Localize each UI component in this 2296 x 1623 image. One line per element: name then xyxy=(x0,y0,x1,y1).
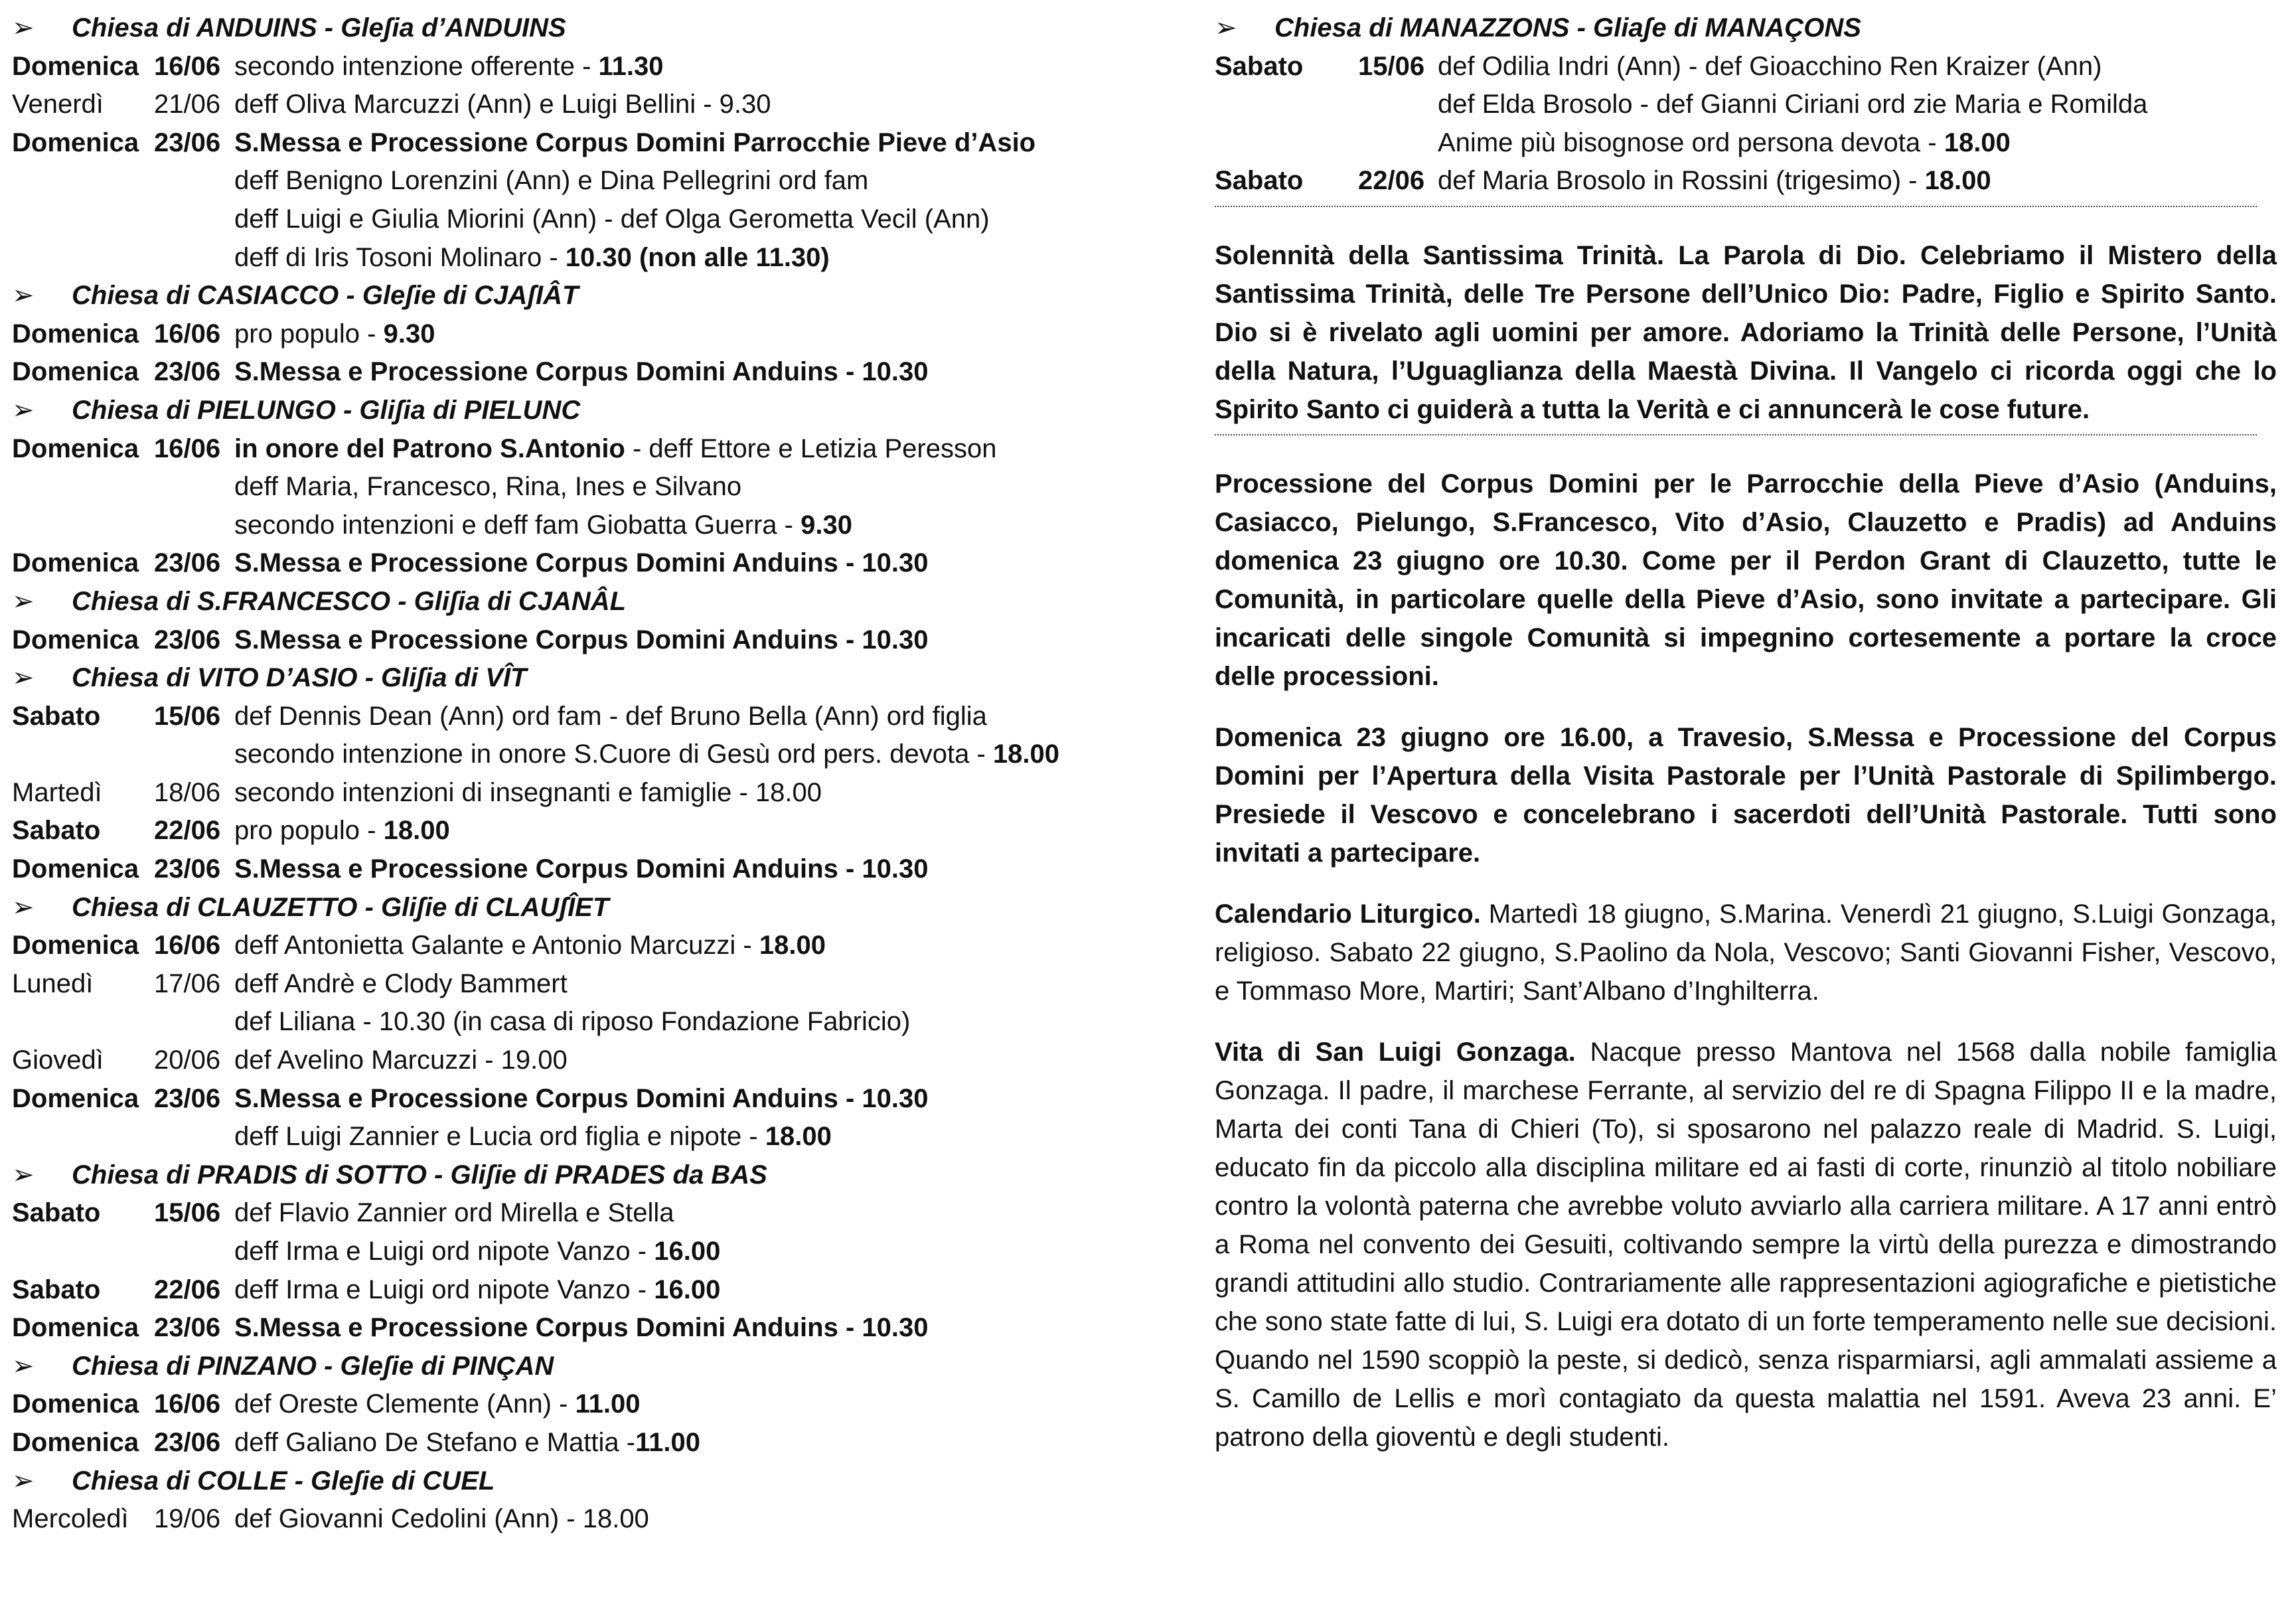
schedule-date: 19/06 xyxy=(154,1504,221,1534)
schedule-day: Domenica xyxy=(12,319,139,348)
schedule-date: 16/06 xyxy=(154,433,221,463)
church-heading xyxy=(1215,9,2277,48)
church-heading xyxy=(12,1348,1140,1386)
schedule-day: Domenica xyxy=(12,931,139,961)
schedule-day: Sabato xyxy=(1215,51,1304,81)
church-section-pradis xyxy=(12,1156,1140,1348)
schedule-description: def Maria Brosolo in Rossini (trigesimo) - xyxy=(1438,166,1925,196)
schedule-row xyxy=(12,850,1140,889)
church-heading xyxy=(12,277,1140,315)
vita-title: Vita di San Luigi Gonzaga. xyxy=(1215,1037,1576,1067)
church-heading-text: Chiesa di S.FRANCESCO - Gliʃia di CJANÂL xyxy=(72,586,627,616)
schedule-description: S.Messa e Processione Corpus Domini Anduins - 10.30 xyxy=(234,548,929,578)
schedule-time: 18.00 xyxy=(383,816,450,846)
schedule-description: Anime più bisognose ord persona devota - xyxy=(1438,127,1944,157)
schedule-text xyxy=(234,544,929,583)
schedule-description: - deff Ettore e Letizia Peresson xyxy=(625,433,997,463)
schedule-row xyxy=(12,1500,1140,1539)
church-section-manazzons xyxy=(1215,9,2277,200)
schedule-row xyxy=(12,1385,1140,1424)
schedule-date: 21/06 xyxy=(154,90,221,119)
schedule-highlight: in onore del Patrono S.Antonio xyxy=(234,433,625,463)
schedule-row xyxy=(12,1042,1140,1080)
schedule-text xyxy=(234,1042,568,1080)
schedule-description: secondo intenzioni di insegnanti e famiglie - 18.00 xyxy=(234,777,822,807)
schedule-day: Domenica xyxy=(12,433,139,463)
schedule-text xyxy=(234,430,996,469)
schedule-date: 16/06 xyxy=(154,1389,221,1419)
church-section-pielungo xyxy=(12,392,1140,583)
schedule-date: 15/06 xyxy=(154,701,221,731)
church-heading-text: Chiesa di PRADIS di SOTTO - Gliʃie di PRADES da BAS xyxy=(72,1160,767,1190)
church-heading xyxy=(12,659,1140,698)
calendario-text: Martedì 18 giugno, S.Marina. Venerdì 21 giugno, S.Luigi Gonzaga, religioso. Sabato 22 giugno, S.Paolino da Nola, Vescovo; Santi Giovanni Fisher, Vescovo, e Tommaso More, Martiri; Sant’Albano d’Inghilterra. xyxy=(1215,899,2277,1006)
schedule-description: secondo intenzione offerente - xyxy=(234,51,599,81)
schedule-date: 20/06 xyxy=(154,1045,221,1075)
schedule-row xyxy=(12,48,1140,86)
arrow-bullet-icon: ➢ xyxy=(12,1351,35,1381)
schedule-time: 18.00 xyxy=(1944,127,2011,157)
schedule-description: S.Messa e Processione Corpus Domini Anduins - 10.30 xyxy=(234,625,929,655)
schedule-day: Sabato xyxy=(12,1198,101,1228)
schedule-day: Domenica xyxy=(12,854,139,884)
vita-paragraph xyxy=(1215,1033,2277,1456)
church-heading xyxy=(12,889,1140,927)
schedule-day: Sabato xyxy=(12,816,101,846)
schedule-row xyxy=(1215,86,2277,124)
schedule-description: def Odilia Indri (Ann) - def Gioacchino Ren Kraizer (Ann) xyxy=(1438,51,2102,81)
schedule-text xyxy=(1438,162,1991,200)
church-section-clauzetto xyxy=(12,889,1140,1156)
schedule-date: 15/06 xyxy=(154,1198,221,1228)
schedule-time: 18.00 xyxy=(992,739,1060,769)
church-heading-text: Chiesa di CASIACCO - Gleʃie di CJAʃIÂT xyxy=(72,281,579,311)
church-heading-text: Chiesa di COLLE - Gleʃie di CUEL xyxy=(72,1466,495,1496)
schedule-description: deff Irma e Luigi ord nipote Vanzo - xyxy=(234,1275,654,1304)
schedule-time: 18.00 xyxy=(1924,166,1991,196)
schedule-date: 23/06 xyxy=(154,357,221,387)
schedule-description: S.Messa e Processione Corpus Domini Anduins - 10.30 xyxy=(234,1083,929,1113)
schedule-text xyxy=(234,468,741,506)
schedule-time: 10.30 (non alle 11.30) xyxy=(565,242,830,272)
schedule-time: 9.30 xyxy=(801,510,852,540)
schedule-row xyxy=(12,927,1140,965)
schedule-text xyxy=(234,353,929,392)
schedule-text xyxy=(234,239,830,277)
schedule-date: 23/06 xyxy=(154,854,221,884)
schedule-text xyxy=(234,162,868,200)
arrow-bullet-icon: ➢ xyxy=(12,1466,35,1496)
church-section-pinzano xyxy=(12,1348,1140,1462)
schedule-row xyxy=(12,621,1140,660)
schedule-text xyxy=(234,1424,700,1462)
travesio-paragraph: Domenica 23 giugno ore 16.00, a Travesio, S.Messa e Processione del Corpus Domini per l’Apertura della Visita Pastorale per l’Unità Pastorale di Spilimbergo. Presiede il Vescovo e concelebrano i sacerdoti dell’Unità Pastorale. Tutti sono invitati a partecipare. xyxy=(1215,722,2277,868)
schedule-day: Domenica xyxy=(12,548,139,578)
schedule-day: Giovedì xyxy=(12,1045,104,1075)
schedule-text xyxy=(1438,86,2147,124)
schedule-time: 16.00 xyxy=(654,1275,721,1304)
schedule-row xyxy=(12,86,1140,124)
schedule-date: 17/06 xyxy=(154,968,221,998)
church-section-sfrancesco xyxy=(12,583,1140,659)
schedule-description: def Avelino Marcuzzi - 19.00 xyxy=(234,1045,568,1075)
schedule-description: secondo intenzione in onore S.Cuore di Gesù ord pers. devota - xyxy=(234,739,993,769)
schedule-date: 22/06 xyxy=(154,1275,221,1304)
schedule-description: deff Galiano De Stefano e Mattia - xyxy=(234,1427,636,1457)
schedule-description: deff Oliva Marcuzzi (Ann) e Luigi Bellini - 9.30 xyxy=(234,90,771,119)
schedule-description: deff di Iris Tosoni Molinaro - xyxy=(234,242,566,272)
separator xyxy=(1215,206,2257,207)
schedule-day: Sabato xyxy=(1215,166,1304,196)
arrow-bullet-icon: ➢ xyxy=(12,395,35,425)
schedule-text xyxy=(1438,48,2102,86)
schedule-date: 22/06 xyxy=(154,816,221,846)
schedule-text xyxy=(234,1080,929,1119)
processione-paragraph: Processione del Corpus Domini per le Parrocchie della Pieve d’Asio (Anduins, Casiacco, Pielungo, S.Francesco, Vito d’Asio, Clauzetto e Pradis) ad Anduins domenica 23 giugno ore 10.30. Come per il Perdon Grant di Clauzetto, tutte le Comunità, in particolare quelle della Pieve d’Asio, sono invitate a partecipare. Gli incaricati delle singole Comunità si impegnino cortesemente a portare la croce delle processioni. xyxy=(1215,469,2277,691)
schedule-text xyxy=(234,698,987,736)
schedule-description: pro populo - xyxy=(234,816,384,846)
church-section-colle xyxy=(12,1462,1140,1539)
schedule-text xyxy=(234,315,435,354)
schedule-day: Martedì xyxy=(12,777,102,807)
church-heading-text: Chiesa di CLAUZETTO - Gliʃie di CLAUʃÎET xyxy=(72,892,609,922)
schedule-description: deff Andrè e Clody Bammert xyxy=(234,968,568,998)
schedule-text xyxy=(234,1500,649,1539)
schedule-text xyxy=(234,1233,720,1271)
schedule-day: Domenica xyxy=(12,625,139,655)
schedule-day: Venerdì xyxy=(12,90,104,119)
schedule-description: def Flavio Zannier ord Mirella e Stella xyxy=(234,1198,674,1228)
schedule-description: deff Benigno Lorenzini (Ann) e Dina Pellegrini ord fam xyxy=(234,166,869,196)
schedule-text xyxy=(234,86,771,124)
schedule-description: def Dennis Dean (Ann) ord fam - def Bruno Bella (Ann) ord figlia xyxy=(234,701,987,731)
schedule-date: 23/06 xyxy=(154,1083,221,1113)
schedule-row xyxy=(12,1309,1140,1348)
church-heading xyxy=(12,392,1140,430)
schedule-text xyxy=(1438,124,2011,163)
schedule-text xyxy=(234,1271,720,1310)
church-heading-text: Chiesa di PIELUNGO - Gliʃia di PIELUNC xyxy=(72,395,581,425)
schedule-day: Domenica xyxy=(12,1389,139,1419)
schedule-date: 23/06 xyxy=(154,625,221,655)
church-heading-text: Chiesa di VITO D’ASIO - Gliʃia di VÎT xyxy=(72,663,527,693)
church-heading xyxy=(12,9,1140,48)
schedule-text xyxy=(234,200,990,239)
schedule-row xyxy=(12,1003,1140,1042)
church-heading-text: Chiesa di ANDUINS - Gleʃia d’ANDUINS xyxy=(72,13,566,42)
schedule-text xyxy=(234,850,929,889)
schedule-day: Domenica xyxy=(12,357,139,387)
schedule-row xyxy=(12,1194,1140,1233)
schedule-description: def Elda Brosolo - def Gianni Ciriani ord zie Maria e Romilda xyxy=(1438,90,2148,119)
schedule-row xyxy=(12,430,1140,469)
separator xyxy=(1215,434,2257,435)
arrow-bullet-icon: ➢ xyxy=(12,1160,35,1190)
calendario-title: Calendario Liturgico. xyxy=(1215,899,1481,929)
schedule-description: S.Messa e Processione Corpus Domini Parrocchie Pieve d’Asio xyxy=(234,127,1036,157)
church-section-anduins xyxy=(12,9,1140,277)
schedule-description: def Oreste Clemente (Ann) - xyxy=(234,1389,575,1419)
arrow-bullet-icon: ➢ xyxy=(12,281,35,311)
schedule-row xyxy=(12,1233,1140,1271)
schedule-date: 23/06 xyxy=(154,127,221,157)
schedule-row xyxy=(12,965,1140,1004)
schedule-row xyxy=(12,315,1140,354)
schedule-time: 11.00 xyxy=(575,1389,641,1419)
schedule-date: 23/06 xyxy=(154,1313,221,1343)
schedule-day: Domenica xyxy=(12,51,139,81)
schedule-text xyxy=(234,927,826,965)
schedule-description: pro populo - xyxy=(234,319,384,348)
schedule-text xyxy=(234,965,568,1004)
schedule-day: Domenica xyxy=(12,1427,139,1457)
schedule-text xyxy=(234,1118,832,1156)
arrow-bullet-icon: ➢ xyxy=(12,13,35,42)
schedule-day: Domenica xyxy=(12,127,139,157)
church-heading xyxy=(12,1462,1140,1501)
schedule-row xyxy=(1215,162,2277,200)
church-heading xyxy=(12,1156,1140,1195)
arrow-bullet-icon: ➢ xyxy=(12,663,35,693)
schedule-text xyxy=(234,621,929,660)
schedule-row xyxy=(12,124,1140,163)
left-column xyxy=(12,9,1140,1539)
schedule-description: deff Antonietta Galante e Antonio Marcuzzi - xyxy=(234,931,759,961)
church-heading-text: Chiesa di PINZANO - Gleʃie di PINÇAN xyxy=(72,1351,554,1381)
schedule-date: 16/06 xyxy=(154,319,221,348)
schedule-row xyxy=(12,468,1140,506)
schedule-description: deff Irma e Luigi ord nipote Vanzo - xyxy=(234,1237,654,1266)
schedule-description: def Liliana - 10.30 (in casa di riposo Fondazione Fabricio) xyxy=(234,1007,911,1037)
schedule-text xyxy=(234,48,663,86)
schedule-text xyxy=(234,812,450,850)
schedule-date: 23/06 xyxy=(154,548,221,578)
schedule-time: 11.00 xyxy=(635,1427,700,1457)
schedule-description: def Giovanni Cedolini (Ann) - 18.00 xyxy=(234,1504,649,1534)
schedule-row xyxy=(12,162,1140,200)
schedule-row xyxy=(1215,124,2277,163)
schedule-row xyxy=(12,1118,1140,1156)
schedule-row xyxy=(12,506,1140,545)
schedule-row xyxy=(12,735,1140,774)
arrow-bullet-icon: ➢ xyxy=(1215,13,1237,42)
schedule-text xyxy=(234,506,852,545)
schedule-row xyxy=(1215,48,2277,86)
schedule-date: 16/06 xyxy=(154,51,221,81)
schedule-day: Sabato xyxy=(12,701,101,731)
schedule-time: 11.30 xyxy=(598,51,664,81)
schedule-time: 9.30 xyxy=(383,319,435,348)
schedule-text xyxy=(234,774,822,812)
schedule-description: deff Luigi Zannier e Lucia ord figlia e nipote - xyxy=(234,1122,765,1152)
right-column xyxy=(1215,9,2277,1456)
calendario-paragraph xyxy=(1215,895,2277,1010)
schedule-row xyxy=(12,239,1140,277)
schedule-day: Lunedì xyxy=(12,968,94,998)
vita-text: Nacque presso Mantova nel 1568 dalla nobile famiglia Gonzaga. Il padre, il marchese Ferrante, al servizio del re di Spagna Filippo II e la madre, Marta dei conti Tana di Chieri (To), si sposarono nel palazzo reale di Madrid. S. Luigi, educato fin da piccolo alla disciplina militare ed ai fasti di corte, rinunziò al titolo nobiliare contro la volontà paterna che avrebbe voluto avviarlo alla carriera militare. A 17 anni entrò a Roma nel convento dei Gesuiti, coltivando sempre la virtù della purezza e dimostrando grandi attitudini allo studio. Contrariamente alle rappresentazioni agiografiche e pietistiche che sono state fatte di lui, S. Luigi era dotato di un forte temperamento nelle sue decisioni. Quando nel 1590 scoppiò la peste, si dedicò, senza risparmiarsi, agli ammalati assieme a S. Camillo de Lellis e morì contagiato da questa malattia nel 1591. Aveva 23 anni. E’ patrono della gioventù e degli studenti. xyxy=(1215,1037,2277,1452)
schedule-date: 15/06 xyxy=(1358,51,1425,81)
schedule-description: S.Messa e Processione Corpus Domini Anduins - 10.30 xyxy=(234,1313,929,1343)
schedule-description: secondo intenzioni e deff fam Giobatta Guerra - xyxy=(234,510,801,540)
schedule-day: Mercoledì xyxy=(12,1504,129,1534)
schedule-text xyxy=(234,1385,640,1424)
schedule-description: deff Maria, Francesco, Rina, Ines e Silvano xyxy=(234,472,742,502)
schedule-row xyxy=(12,774,1140,812)
schedule-row xyxy=(12,698,1140,736)
arrow-bullet-icon: ➢ xyxy=(12,586,35,616)
schedule-row xyxy=(12,353,1140,392)
church-section-vito xyxy=(12,659,1140,889)
schedule-row xyxy=(12,1271,1140,1310)
schedule-date: 18/06 xyxy=(154,777,221,807)
schedule-day: Domenica xyxy=(12,1313,139,1343)
schedule-day: Domenica xyxy=(12,1083,139,1113)
schedule-time: 18.00 xyxy=(759,931,826,961)
schedule-row xyxy=(12,1080,1140,1119)
schedule-date: 16/06 xyxy=(154,931,221,961)
schedule-time: 16.00 xyxy=(654,1237,721,1266)
schedule-text xyxy=(234,1194,674,1233)
schedule-time: 18.00 xyxy=(765,1122,832,1152)
manazzons-schedule xyxy=(1215,9,2277,200)
arrow-bullet-icon: ➢ xyxy=(12,892,35,922)
schedule-text xyxy=(234,124,1035,163)
schedule-row xyxy=(12,1424,1140,1462)
schedule-date: 23/06 xyxy=(154,1427,221,1457)
schedule-row xyxy=(12,544,1140,583)
schedule-row xyxy=(12,200,1140,239)
schedule-description: S.Messa e Processione Corpus Domini Anduins - 10.30 xyxy=(234,854,929,884)
trinita-paragraph: Solennità della Santissima Trinità. La Parola di Dio. Celebriamo il Mistero della Santissima Trinità, delle Tre Persone dell’Unico Dio: Padre, Figlio e Spirito Santo. Dio si è rivelato agli uomini per amore. Adoriamo la Trinità delle Persone, l’Unità della Natura, l’Uguaglianza della Maestà Divina. Il Vangelo ci ricorda oggi che lo Spirito Santo ci guiderà a tutta la Verità e ci annuncerà le cose future. xyxy=(1215,240,2277,424)
schedule-description: S.Messa e Processione Corpus Domini Anduins - 10.30 xyxy=(234,357,929,387)
church-section-casiacco xyxy=(12,277,1140,392)
schedule-date: 22/06 xyxy=(1358,166,1425,196)
schedule-text xyxy=(234,1309,929,1348)
schedule-description: deff Luigi e Giulia Miorini (Ann) - def Olga Gerometta Vecil (Ann) xyxy=(234,204,990,234)
schedule-row xyxy=(12,812,1140,850)
schedule-text xyxy=(234,735,1059,774)
schedule-day: Sabato xyxy=(12,1275,101,1304)
schedule-text xyxy=(234,1003,910,1042)
church-heading-text: Chiesa di MANAZZONS - Gliaʃe di MANAÇONS xyxy=(1274,13,1861,42)
church-heading xyxy=(12,583,1140,621)
